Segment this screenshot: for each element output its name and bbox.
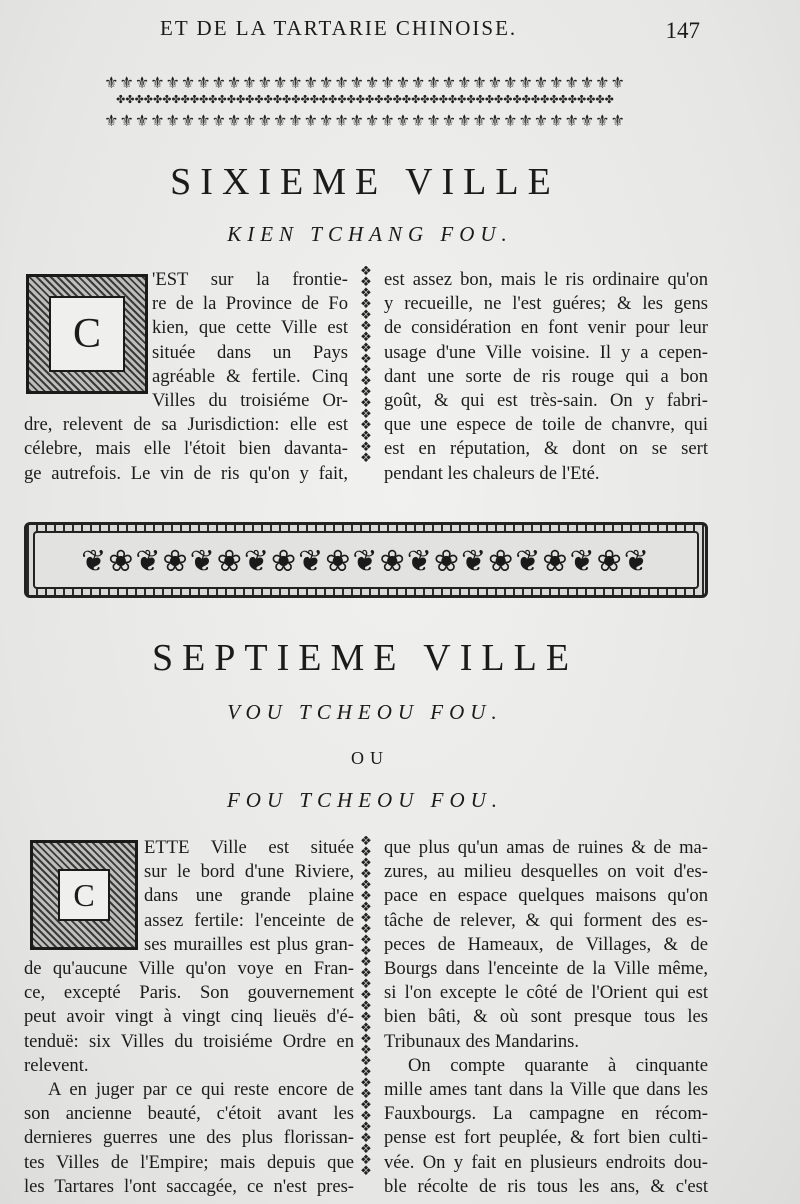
text-line: A en juger par ce qui reste encore de (48, 1079, 354, 1101)
text-line: 'EST sur la frontie- (152, 269, 348, 290)
headpiece-ornament-bottom: ⚜⚜⚜⚜⚜⚜⚜⚜⚜⚜⚜⚜⚜⚜⚜⚜⚜⚜⚜⚜⚜⚜⚜⚜⚜⚜⚜⚜⚜⚜⚜⚜⚜⚜ (104, 112, 626, 130)
text-line: peces de Hameaux, de Villages, & de (384, 933, 708, 955)
text-line: que une espece de toile de chanvre, qui (384, 414, 708, 436)
text-line: si l'on excepte le côté de l'Orient qui est (384, 982, 708, 1004)
text-line: mille ames tant dans la Ville que dans les (384, 1079, 708, 1101)
section1-subtitle: KIEN TCHANG FOU. (227, 222, 513, 246)
section2-subtitle: VOU TCHEOU FOU. (227, 700, 503, 724)
text-line: ce, excepté Paris. Son gouvernement (24, 982, 354, 1004)
text-line: située dans un Pays (152, 341, 348, 363)
running-head: ET DE LA TARTARIE CHINOISE. (160, 16, 518, 40)
dropcap-letter: C (49, 296, 125, 372)
text-line: de considération en font venir pour leur (384, 317, 708, 339)
ornamental-band (24, 522, 708, 598)
text-line: tenduë: six Villes du troisiéme Ordre en (24, 1030, 354, 1052)
text-line: re de la Province de Fo (152, 293, 348, 315)
text-line: pense est fort peuplée, & fort bien culti- (384, 1127, 708, 1149)
text-line: goût, & qui est très-sain. On y fabri- (384, 390, 708, 412)
text-line: pace en espace quelques maisons qu'on (384, 885, 708, 907)
text-line: Bourgs dans l'enceinte de la Ville même, (384, 958, 708, 980)
text-line: Tribunaux des Mandarins. (384, 1030, 580, 1052)
text-line: ble récolte de ris tous les ans, & c'est (384, 1175, 708, 1197)
section2-right-column (384, 836, 708, 1199)
text-line: agréable & fertile. Cinq (152, 365, 348, 387)
text-line: dernieres guerres une des plus florissan- (24, 1127, 354, 1149)
column-divider-ornament: ❖❖❖❖❖❖❖❖❖❖❖❖❖❖❖❖❖❖ (360, 266, 372, 466)
text-line: tâche de relever, & qui forment des es- (384, 909, 708, 931)
text-line: son ancienne beauté, c'étoit avant les (24, 1103, 354, 1125)
text-line: que plus qu'un amas de ruines & de ma- (384, 837, 708, 858)
text-line: assez fertile: l'enceinte de (144, 909, 354, 931)
text-line: dre, relevent de sa Jurisdiction: elle est (24, 414, 348, 436)
text-line: On compte quarante à cinquante (408, 1054, 708, 1076)
section2-left-column (24, 836, 354, 1199)
headpiece-ornament-top: ⚜⚜⚜⚜⚜⚜⚜⚜⚜⚜⚜⚜⚜⚜⚜⚜⚜⚜⚜⚜⚜⚜⚜⚜⚜⚜⚜⚜⚜⚜⚜⚜⚜⚜ (104, 74, 626, 92)
text-line: sur le bord d'une Riviere, (144, 861, 354, 883)
text-line: Villes du troisiéme Or- (152, 390, 348, 412)
headpiece-ornament-middle: ✤✤✤✤✤✤✤✤✤✤✤✤✤✤✤✤✤✤✤✤✤✤✤✤✤✤✤✤✤✤✤✤✤✤✤✤✤✤✤✤✤✤✤✤✤✤✤✤✤✤✤✤✤✤ (116, 94, 614, 106)
text-line: est assez bon, mais le ris ordinaire qu'on (384, 269, 708, 290)
section1-left-column (24, 268, 348, 486)
ornamental-band-motifs: ❦❀❦❀❦❀❦❀❦❀❦❀❦❀❦❀❦❀❦❀❦ (33, 531, 699, 589)
text-line: tes Villes de l'Empire; mais depuis que (24, 1151, 354, 1173)
text-line: pendant les chaleurs de l'Eté. (384, 462, 600, 484)
section2-title: SEPTIEME VILLE (151, 637, 579, 679)
text-line: ses murailles est plus gran- (144, 933, 354, 955)
text-line: dant une sorte de ris rouge qui a bon (384, 365, 708, 387)
text-line: les Tartares l'ont saccagée, ce n'est pres- (24, 1175, 354, 1197)
text-line: ETTE Ville est située (144, 837, 354, 858)
dropcap-letter: C (58, 869, 110, 921)
text-line: ge autrefois. Le vin de ris qu'on y fait, (24, 462, 348, 484)
page-number: 147 (665, 18, 700, 43)
column-divider-ornament: ❖❖❖❖❖❖❖❖❖❖❖❖❖❖❖❖❖❖❖❖❖❖❖❖❖❖❖❖❖❖❖ (360, 836, 372, 1179)
section1-title: SIXIEME VILLE (170, 161, 560, 203)
text-line: relevent. (24, 1054, 89, 1076)
section2-subtitle-alt: FOU TCHEOU FOU. (226, 788, 504, 812)
text-line: dans une grande plaine (144, 885, 354, 907)
text-line: est en réputation, & dont on se sert (384, 438, 708, 460)
text-line: Fauxbourgs. La campagne en récom- (384, 1103, 708, 1125)
text-line: kien, que cette Ville est (152, 317, 348, 339)
text-line: vée. On y fait en plusieurs endroits dou- (384, 1151, 708, 1173)
section1-right-column (384, 268, 708, 486)
text-line: zures, au milieu desquelles on voit d'es- (384, 861, 708, 883)
text-line: de qu'aucune Ville qu'on voye en Fran- (24, 958, 354, 980)
section2-or-word: OU (351, 748, 389, 768)
text-line: célebre, mais elle l'étoit bien davanta- (24, 438, 348, 460)
text-line: usage d'une Ville voisine. Il y a cepen- (384, 341, 708, 363)
text-line: peut avoir vingt à vingt cinq lieuës d'é- (24, 1006, 354, 1028)
text-line: bien bâti, & où sont presque tous les (384, 1006, 708, 1028)
text-line: y recueille, ne l'est guéres; & les gens (384, 293, 708, 315)
